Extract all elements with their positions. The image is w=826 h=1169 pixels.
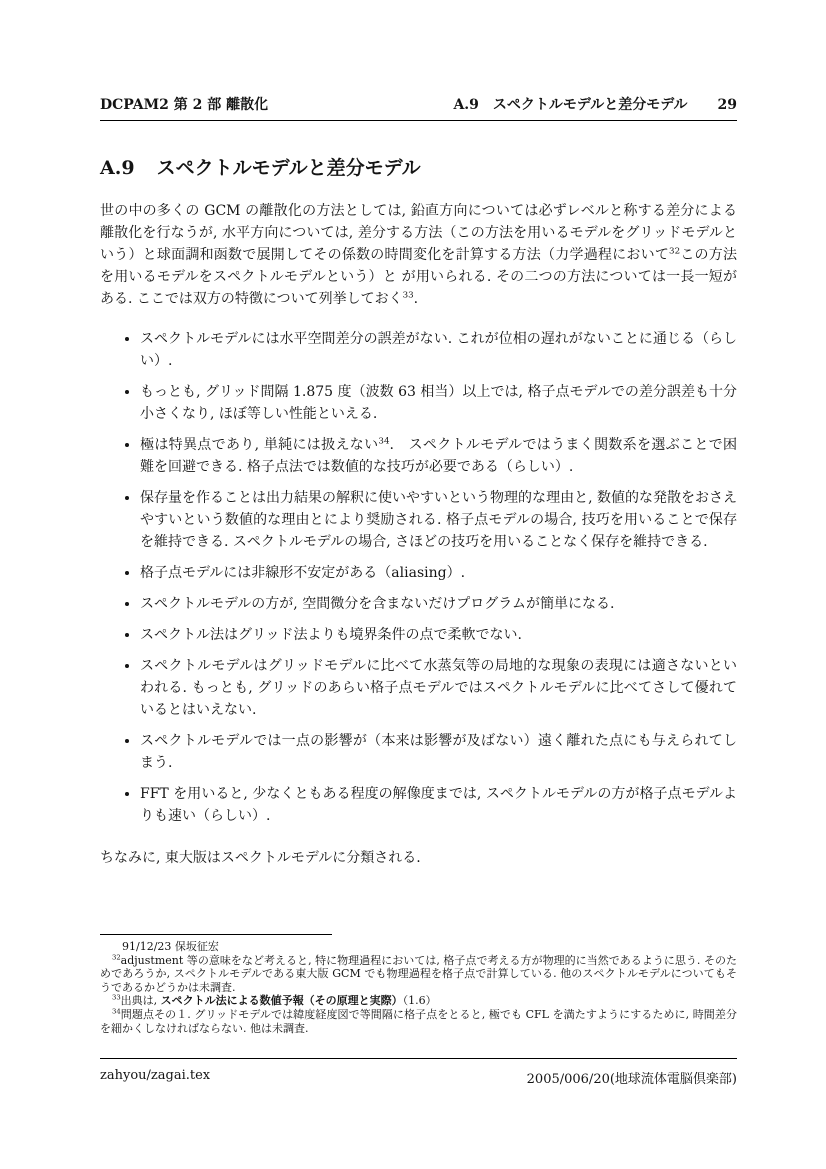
footnote-ref: 34 [378,436,390,447]
page-number: 29 [717,97,737,113]
text-segment: . [413,291,419,307]
text-segment: スペクトルモデルはグリッドモデルに比べて水蒸気等の局地的な現象の表現には適さないといわれる. もっとも, グリッドのあらい格子点モデルではスペクトルモデルに比べてさして優れているとはいえない. [140,658,737,718]
list-item [140,624,737,646]
header-section-title: A.9 スペクトルモデルと差分モデル [453,97,688,113]
text-segment: スペクトルモデルの方が, 空間微分を含まないだけプログラムが簡単になる. [140,596,615,612]
list-item [140,593,737,615]
text-segment: 極は特異点であり, 単純には扱えない [140,437,379,453]
list-item [140,434,737,478]
footnote [100,954,737,995]
footnote-ref: 33 [402,290,414,301]
list-item [140,655,737,721]
footnote-marker: 34 [112,1007,121,1016]
text-segment: もっとも, グリッド間隔 1.875 度（波数 63 相当）以上では, 格子点モデルでの差分誤差も十分小さくなり, ほぼ等しい性能といえる. [140,384,737,422]
footnote-list [100,954,737,1036]
header-left-title: DCPAM2 第 2 部 離散化 [100,97,269,113]
intro-paragraph [100,200,737,310]
section-title: スペクトルモデルと差分モデル [156,157,421,179]
running-header [100,94,737,121]
bold-text: スペクトル法による数値予報（その原理と実際） [160,994,403,1008]
text-segment: 格子点モデルには非線形不安定がある（aliasing）. [140,565,466,581]
text-segment: . スペクトルモデルではうまく関数系を選ぶことで困難を回避できる. 格子点法では数値的な技巧が必要である（らしい）. [140,437,738,475]
feature-bullet-list [100,328,737,827]
text-segment: 出典は, [120,994,161,1008]
footer-date-credit: 2005/006/20(地球流体電脳倶楽部) [526,1072,737,1087]
footnote [100,1008,737,1035]
text-segment: （1.6） [402,994,437,1008]
footnote [100,994,737,1008]
text-segment: スペクトルモデルには水平空間差分の誤差がない. これが位相の遅れがないことに通じる（らしい）. [140,331,737,369]
footnote-rule [100,934,332,935]
text-segment: この方法を用いるモデルをスペクトルモデルという）と が用いられる. その二つの方法については一長一短がある. ここでは双方の特徴について列挙しておく [100,247,737,307]
list-item [140,562,737,584]
header-right [453,94,737,114]
text-segment: スペクトル法はグリッド法よりも境界条件の点で柔軟でない. [140,627,522,643]
footnote-ref: 32 [669,246,681,257]
text-segment: FFT を用いると, 少なくともある程度の解像度までは, スペクトルモデルの方が格子点モデルよりも速い（らしい）. [140,786,737,824]
text-segment: スペクトルモデルでは一点の影響が（本来は影響が及ばない）遠く離れた点にも与えられてしまう. [140,733,737,771]
footer-filename: zahyou/zagai.tex [100,1068,211,1083]
text-segment: 保存量を作ることは出力結果の解釈に使いやすいという物理的な理由と, 数値的な発散をおさえやすいという数値的な理由とにより奨励される. 格子点モデルの場合, 技巧を用いることで保存を維持できる. スペクトルモデルの場合, さほどの技巧を用いることなく保存を維持できる. [140,490,737,550]
list-item [140,381,737,425]
list-item [140,328,737,372]
footnote-block [100,934,737,1035]
footnote-marker: 32 [112,952,121,961]
section-heading [100,153,737,180]
section-number: A.9 [100,157,135,179]
footnote-continuation: 91/12/23 保坂征宏 [122,940,219,953]
closing-paragraph: ちなみに, 東大版はスペクトルモデルに分類される. [100,850,421,866]
text-segment: 世の中の多くの GCM の離散化の方法としては, 鉛直方向については必ずレベルと称する差分による離散化を行なうが, 水平方向については, 差分する方法（この方法を用いるモデルをグリッドモデルという）と球面調和函数で展開してその係数の時間変化を計算する方法（力学過程において [100,203,737,263]
footnote-marker: 33 [112,993,121,1002]
list-item [140,783,737,827]
text-segment: adjustment 等の意味をなど考えると, 特に物理過程においては, 格子点で考える方が物理的に当然であるように思う. そのためであろうか, スペクトルモデルである東大版 GCM でも物理過程を格子点で計算している. 他のスペクトルモデルについてもそうであるかどうかは未調査. [100,953,737,994]
text-segment: 問題点その１. グリッドモデルでは緯度経度図で等間隔に格子点をとると, 極でも CFL を満たすようにするために, 時間差分を細かくしなければならない. 他は未調査. [100,1007,737,1035]
list-item [140,730,737,774]
page-footer [100,1058,737,1087]
content-area [100,94,737,883]
list-item [140,487,737,553]
